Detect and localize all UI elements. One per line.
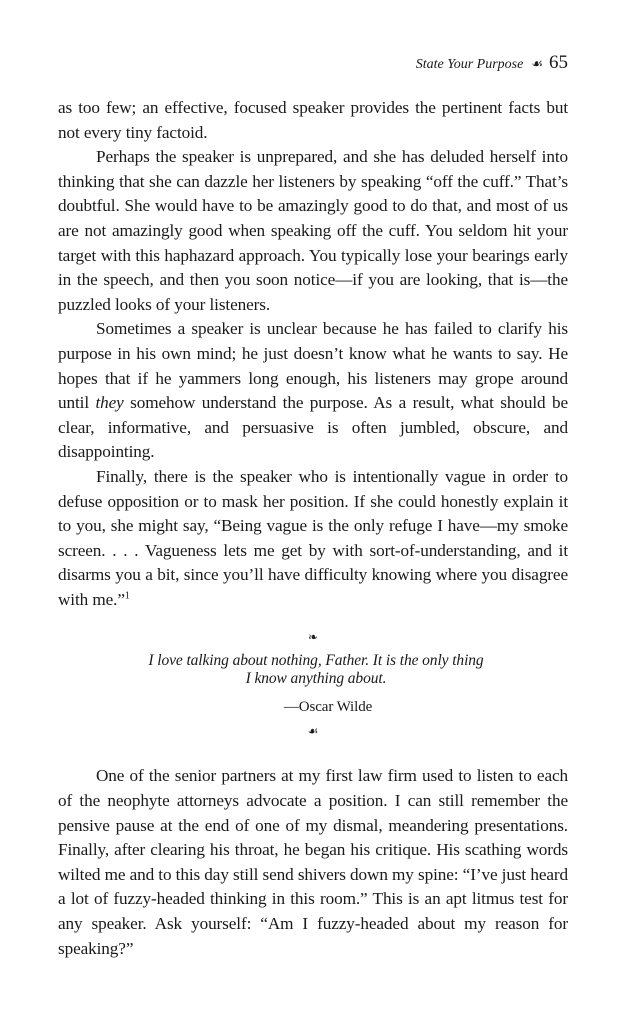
footnote-marker: 1 [124, 590, 130, 602]
epigraph-quote [58, 652, 568, 688]
paragraph-4-text: Finally, there is the speaker who is intentionally vague in order to defuse opposition or to mask her position. If she could honestly explain it to you, she might say, “Being vague is the only refuge I have—my smoke screen. . . . Vagueness lets me get by with sort-of-understanding, and it disarms you a bit, since you’ll have difficulty knowing where you disagree with me.” [58, 466, 568, 609]
chapter-title: State Your Purpose [415, 57, 524, 72]
paragraph-2: Perhaps the speaker is unprepared, and she has deluded herself into thinking that she can dazzle her listeners by speaking “off the cuff.” That’s doubtful. She would have to be amazingly good to do that, and most of us are not amazingly good when speaking off the cuff. You seldom hit your target with this haphazard approach. You typically lose your bearings early in the speech, and then you soon notice—if you are looking, that is—the puzzled looks of your listeners. [58, 147, 568, 314]
quote-line-2: I know anything about. [245, 670, 387, 688]
page-body [58, 96, 568, 961]
ornament-bottom-icon: ☙ [307, 724, 319, 739]
running-header [416, 52, 568, 74]
page-number: 65 [549, 52, 568, 73]
paragraph-1: as too few; an effective, focused speaker provides the pertinent facts but not every tiny factoid. [58, 98, 568, 142]
paragraph-3 [58, 317, 568, 465]
paragraph-3-text-a: Sometimes a speaker is unclear because he has failed to clarify his purpose in his own mind; he just doesn’t know what he wants to say. He hopes that if he yammers long enough, his listeners may grope around until [58, 319, 568, 413]
quote-line-1: I love talking about nothing, Father. It is the only thing [148, 652, 484, 670]
paragraph-3-text-b: somehow understand the purpose. As a result, what should be clear, informative, and persuasive is often jumbled, obscure, and disappointing. [58, 393, 568, 462]
paragraph-3-emphasis: they [95, 393, 124, 413]
quote-attribution: —Oscar Wilde [283, 699, 373, 716]
ornament-top-icon: ❧ [308, 630, 318, 645]
fleuron-icon: ☙ [531, 56, 543, 71]
paragraph-4 [58, 465, 568, 613]
paragraph-5: One of the senior partners at my first law firm used to listen to each of the neophyte attorneys advocate a position. I can still remember the pensive pause at the end of one of my dismal, meandering presentations. Finally, after clearing his throat, he began his critique. His scathing words wilted me and to this day still send shivers down my spine: “I’ve just heard a lot of fuzzy-headed thinking in this room.” This is an apt litmus test for any speaker. Ask yourself: “Am I fuzzy-headed about my reason for speaking?” [58, 766, 568, 958]
